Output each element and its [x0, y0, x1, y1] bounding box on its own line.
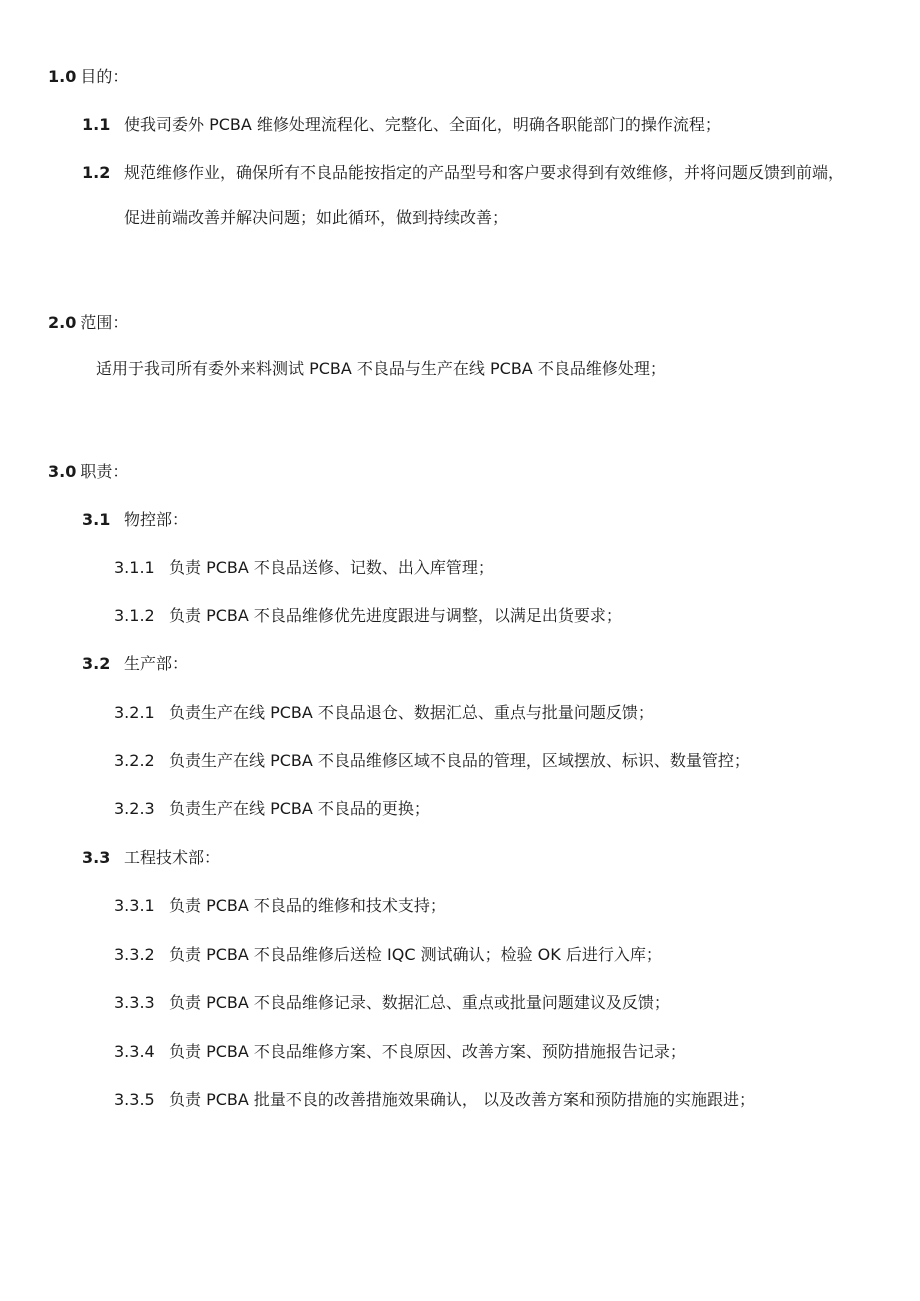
section-number: 1.0 [48, 67, 77, 86]
subsection-heading [82, 847, 220, 869]
list-item [114, 605, 622, 627]
item-text: 负责 PCBA 不良品的维修和技术支持； [169, 896, 446, 915]
subsection-number: 3.2 [82, 654, 111, 673]
list-item [114, 750, 750, 772]
list-item [114, 557, 494, 579]
item-text: 负责 PCBA 不良品维修优先进度跟进与调整，以满足出货要求； [169, 606, 622, 625]
subsection-title: 工程技术部： [124, 848, 221, 867]
subsection-title: 生产部： [124, 654, 189, 673]
item-number: 3.3.5 [114, 1090, 155, 1109]
section-title: 目的： [80, 67, 129, 86]
item-text: 负责 PCBA 批量不良的改善措施效果确认， 以及改善方案和预防措施的实施跟进； [169, 1090, 756, 1109]
item-number: 3.1.1 [114, 558, 155, 577]
item-text: 负责 PCBA 不良品维修后送检 IQC 测试确认；检验 OK 后进行入库； [169, 945, 662, 964]
item-number: 3.2.2 [114, 751, 155, 770]
list-item [114, 992, 670, 1014]
section-title: 职责： [80, 462, 129, 481]
item-text: 负责 PCBA 不良品送修、记数、出入库管理； [169, 558, 494, 577]
section-heading [48, 312, 128, 334]
list-item [114, 1089, 755, 1111]
list-item [114, 798, 430, 820]
subsection-number: 3.1 [82, 510, 111, 529]
item-text: 负责 PCBA 不良品维修记录、数据汇总、重点或批量问题建议及反馈； [169, 993, 670, 1012]
item-text: 负责生产在线 PCBA 不良品的更换； [169, 799, 430, 818]
list-item [114, 1041, 686, 1063]
list-item [114, 702, 654, 724]
list-item [82, 162, 844, 184]
item-number: 1.1 [82, 115, 111, 134]
subsection-title: 物控部： [124, 510, 189, 529]
item-text-continuation: 促进前端改善并解决问题；如此循环，做到持续改善； [124, 208, 509, 227]
item-number: 1.2 [82, 163, 111, 182]
subsection-heading [82, 653, 188, 675]
section-heading [48, 461, 128, 483]
item-number: 3.2.3 [114, 799, 155, 818]
section-body: 适用于我司所有委外来料测试 PCBA 不良品与生产在线 PCBA 不良品维修处理； [96, 359, 666, 378]
item-number: 3.3.3 [114, 993, 155, 1012]
list-item [114, 944, 662, 966]
item-text: 负责生产在线 PCBA 不良品退仓、数据汇总、重点与批量问题反馈； [169, 703, 654, 722]
item-text: 负责生产在线 PCBA 不良品维修区域不良品的管理，区域摆放、标识、数量管控； [169, 751, 750, 770]
section-title: 范围： [80, 313, 129, 332]
item-text: 规范维修作业，确保所有不良品能按指定的产品型号和客户要求得到有效维修，并将问题反馈到前端， [124, 163, 845, 182]
list-item [82, 114, 721, 136]
item-number: 3.2.1 [114, 703, 155, 722]
item-text: 负责 PCBA 不良品维修方案、不良原因、改善方案、预防措施报告记录； [169, 1042, 686, 1061]
section-number: 3.0 [48, 462, 77, 481]
item-number: 3.3.2 [114, 945, 155, 964]
item-number: 3.3.1 [114, 896, 155, 915]
list-item [114, 895, 446, 917]
section-heading [48, 66, 128, 88]
section-number: 2.0 [48, 313, 77, 332]
subsection-heading [82, 509, 188, 531]
item-number: 3.3.4 [114, 1042, 155, 1061]
item-number: 3.1.2 [114, 606, 155, 625]
subsection-number: 3.3 [82, 848, 111, 867]
item-text: 使我司委外 PCBA 维修处理流程化、完整化、全面化，明确各职能部门的操作流程； [124, 115, 721, 134]
